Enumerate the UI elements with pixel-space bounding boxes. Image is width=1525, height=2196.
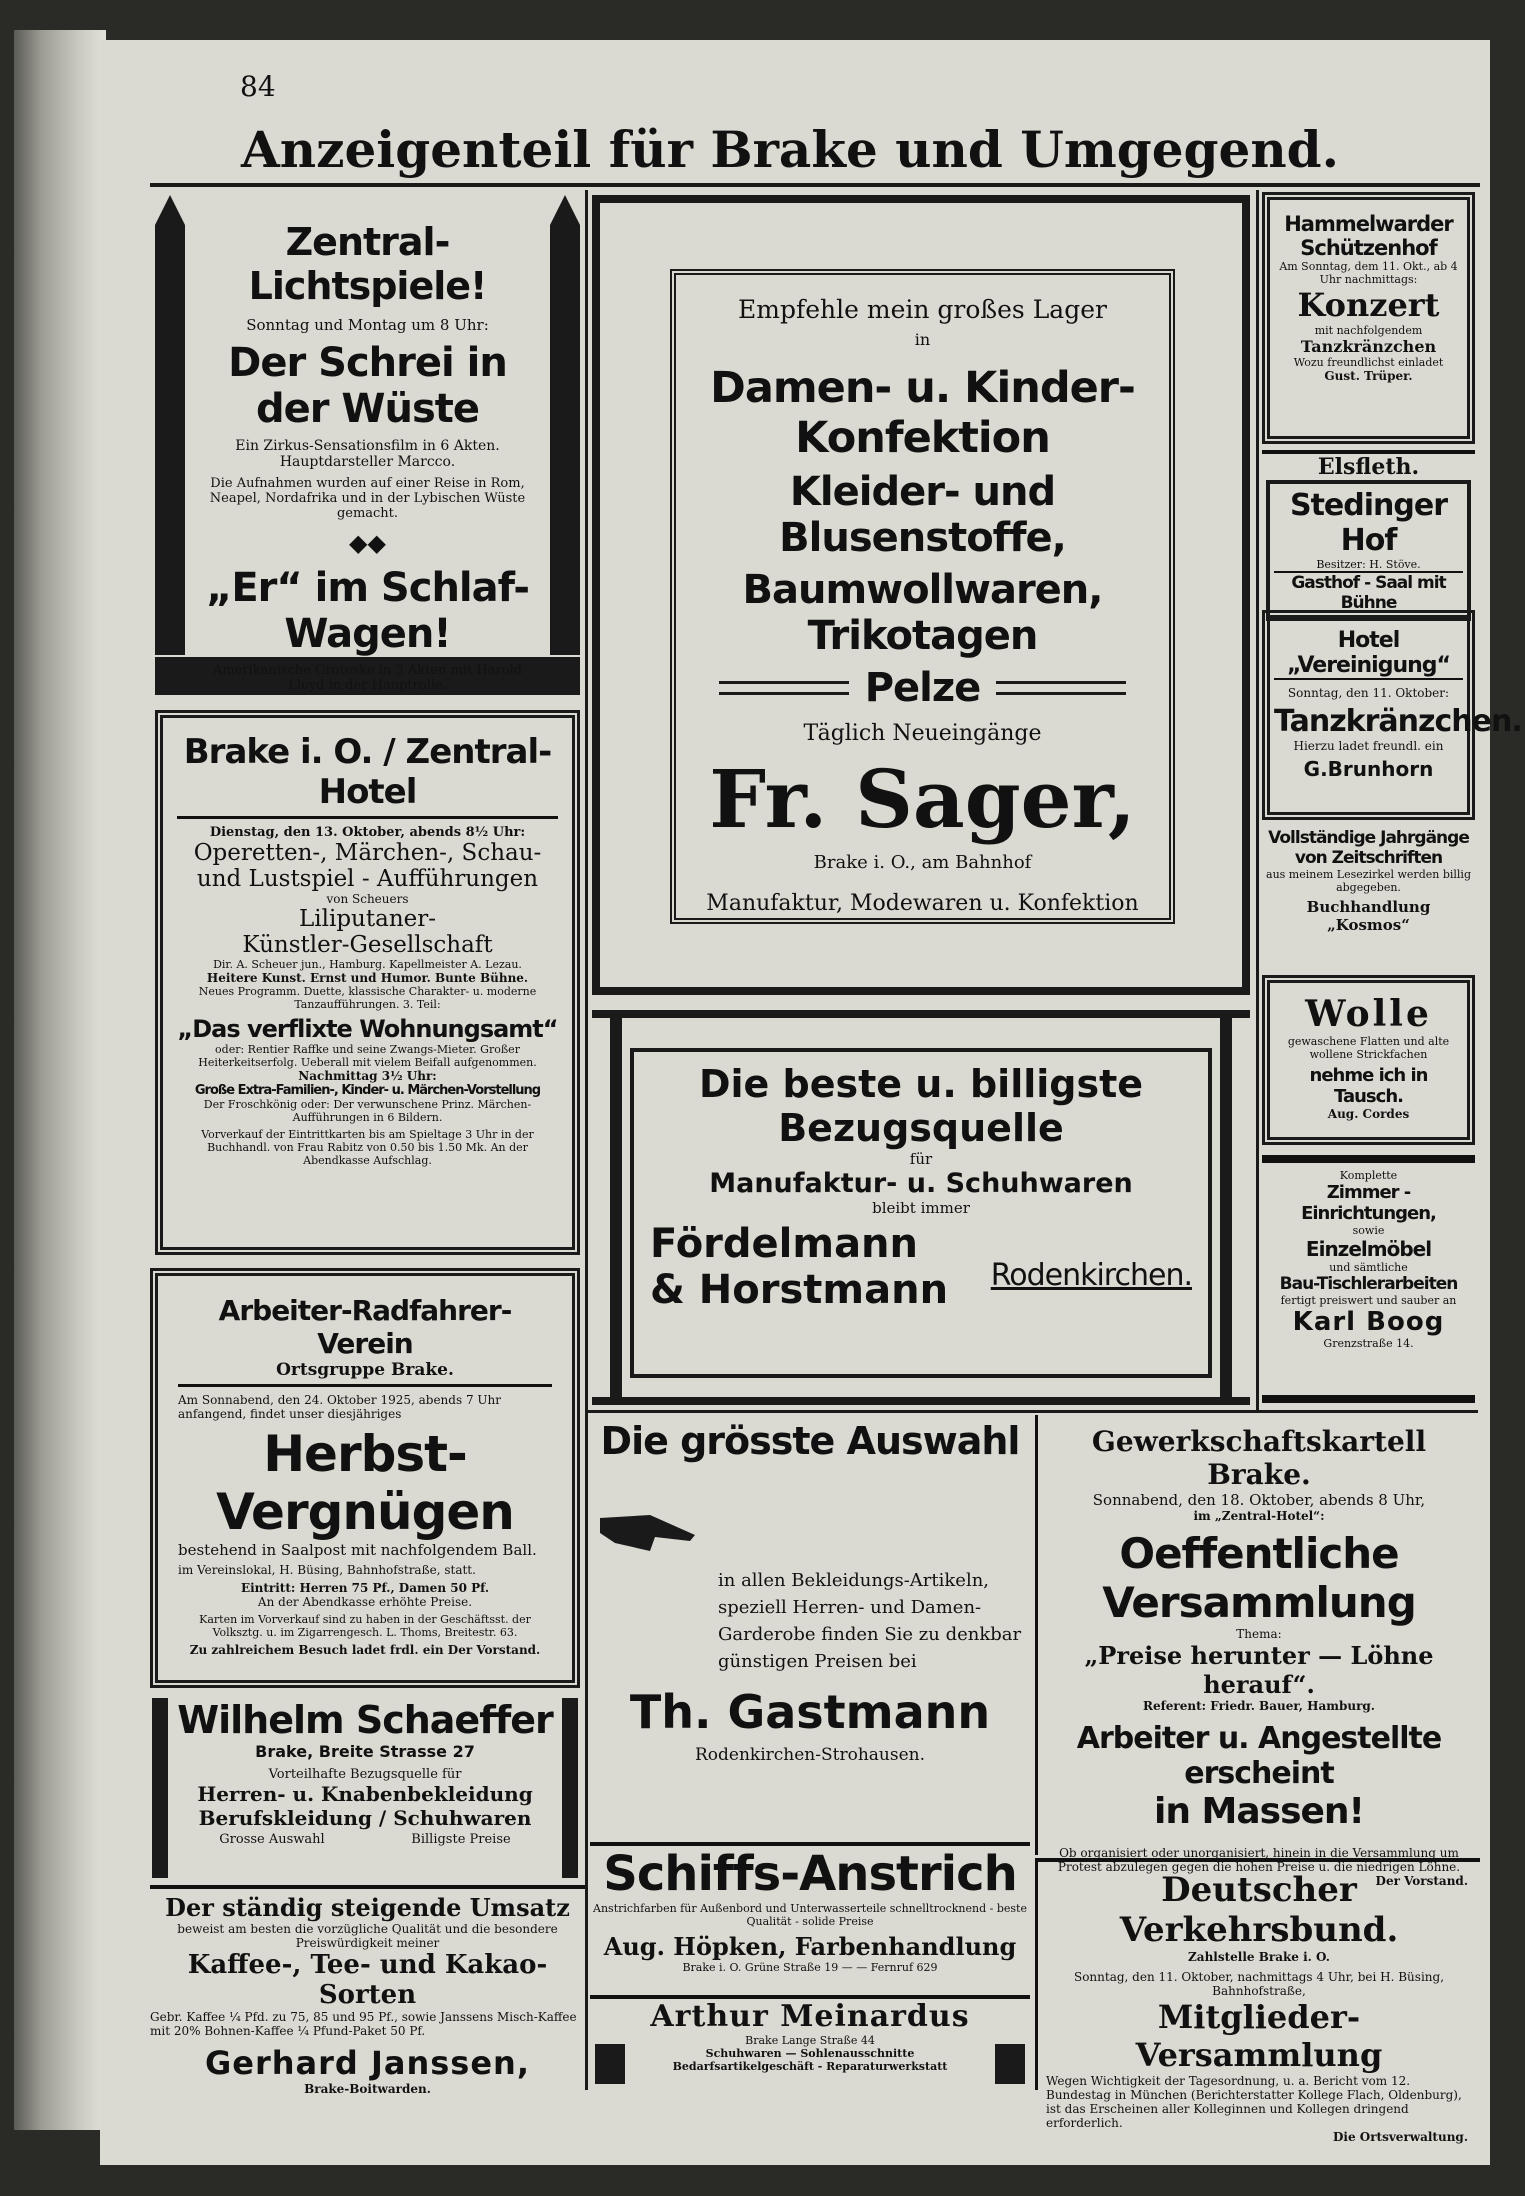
ad-line: Baumwollwaren, Trikotagen (742, 567, 1103, 659)
ad-title: Schiffs-Anstrich (603, 1846, 1017, 1902)
ad-line: Täglich Neueingänge (803, 721, 1042, 746)
shop-name: Aug. Höpken, Farbenhandlung (603, 1932, 1017, 1961)
ad-zentral-hotel (155, 710, 580, 1255)
shop-address: Brake, Breite Strasse 27 (255, 1742, 475, 1761)
ad-line: Pelze (864, 665, 981, 711)
shop-type: Buchhandlung (1306, 898, 1431, 916)
ad-date: Am Sonntag, dem 11. Okt., ab 4 Uhr nachmittags: (1279, 260, 1458, 286)
ad-sign: Der Vorstand. (1375, 1874, 1468, 1888)
ad-note-left: Grosse Auswahl (219, 1832, 325, 1847)
shop-address: Grenzstraße 14. (1323, 1337, 1414, 1350)
event-invite: Zu zahlreichem Besuch ladet frdl. ein Der Vorstand. (189, 1643, 541, 1657)
side-block-left (595, 2044, 625, 2084)
ad-title: Deutscher Verkehrsbund. (1119, 1870, 1399, 1950)
ad-stedinger-hof (1262, 450, 1475, 613)
ad-text: Anstrichfarben für Außenbord und Unterwasserteile schnelltrocknend - beste Qualität - solide Preise (593, 1902, 1027, 1928)
shop-trade: Manufaktur, Modewaren u. Konfektion (706, 891, 1139, 916)
ad-title: Vollständige Jahrgänge von Zeitschriften (1268, 828, 1469, 868)
ad-line: und Lustspiel - Aufführungen (196, 866, 539, 892)
page-headline: Anzeigenteil für Brake und Umgegend. (240, 120, 1340, 179)
play-description: oder: Rentier Raffke und seine Zwangs-Mieter. Großer Heiterkeitserfolg. Ueberall mit vielem Beifall aufgenommen. (198, 1043, 537, 1069)
ad-offer: nehme ich in Tausch. (1309, 1065, 1428, 1107)
shop-name: Th. Gastmann (629, 1685, 991, 1739)
event-title: Herbst-Vergnügen (216, 1425, 514, 1541)
shop-name: & Horstmann (650, 1267, 949, 1313)
shop-name: Aug. Cordes (1327, 1107, 1410, 1121)
ad-line: Künstler-Gesellschaft (242, 932, 493, 958)
ad-title: Gewerkschaftskartell Brake. (1091, 1425, 1427, 1491)
ad-line: und sämtliche (1329, 1261, 1408, 1274)
ad-gerhard-janssen (150, 1885, 585, 2096)
ad-note-right: Billigste Preise (411, 1832, 511, 1847)
ad-line: Kleider- und Blusenstoffe, (779, 469, 1066, 561)
ad-line: Empfehle mein großes Lager (738, 295, 1107, 324)
ad-title: Die grösste Auswahl (600, 1419, 1020, 1463)
film-note: Die Aufnahmen wurden auf einer Reise in Rom, Neapel, Nordafrika und in der Lybischen Wüste gemacht. (209, 476, 526, 521)
shop-name: Gerhard Janssen, (205, 2044, 530, 2082)
ad-subtitle: Zahlstelle Brake i. O. (1188, 1950, 1330, 1964)
ad-title: Hotel „Vereinigung“ (1274, 628, 1463, 680)
event-title: Tanzkränzchen. (1274, 704, 1522, 739)
ad-hammelwarder (1262, 192, 1475, 444)
ad-line: Operetten-, Märchen-, Schau- (193, 840, 542, 866)
event-title: Mitglieder-Versammlung (1135, 1998, 1383, 2074)
decor-line (719, 681, 849, 695)
ad-topic: „Preise herunter — Löhne herauf“. (1084, 1641, 1434, 1699)
ad-call: in Massen! (1154, 1791, 1364, 1832)
ad-sign: Die Ortsverwaltung. (1332, 2130, 1468, 2144)
ad-zentral-lichtspiele (155, 195, 580, 695)
ad-thema: Thema: (1236, 1627, 1282, 1641)
side-block-right (995, 2044, 1025, 2084)
ad-hotel-vereinigung (1262, 610, 1522, 820)
page-number: 84 (240, 70, 276, 103)
ad-line: Bau-Tischlerarbeiten (1279, 1274, 1458, 1294)
ad-text: in allen Bekleidungs-Artikeln, speziell Herren- und Damen-Garderobe finden Sie zu denkbar günstigen Preisen bei (718, 1570, 1022, 1672)
ad-line: Damen- u. Kinder-Konfektion (710, 363, 1135, 463)
ad-speaker: Referent: Friedr. Bauer, Hamburg. (1143, 1699, 1375, 1713)
ad-venue: im „Zentral-Hotel“: (1193, 1509, 1325, 1523)
ad-kosmos (1262, 828, 1475, 968)
ad-inner-frame (670, 269, 1175, 924)
ad-line: sowie (1352, 1224, 1385, 1237)
headline-rule (150, 183, 1480, 187)
event-title: Oeffentliche Versammlung (1102, 1529, 1416, 1627)
shop-place: Rodenkirchen-Strohausen. (694, 1745, 926, 1765)
ad-th-gastmann (590, 1415, 1030, 1840)
ad-date: Am Sonnabend, den 24. Oktober 1925, abends 7 Uhr anfangend, findet unser diesjähriges (178, 1393, 501, 1421)
ad-date: Sonnabend, den 18. Oktober, abends 8 Uhr, (1092, 1491, 1426, 1509)
ad-wilhelm-schaeffer (150, 1698, 580, 1883)
ad-line: Einzelmöbel (1305, 1237, 1432, 1261)
ad-arthur-meinardus (590, 1995, 1030, 2090)
ad-text: gewaschene Flatten und alte wollene Strickfachen (1287, 1035, 1450, 1061)
ad-line: bleibt immer (872, 1199, 970, 1217)
frame-post-right (1220, 1018, 1232, 1398)
ad-title: Stedinger Hof (1289, 488, 1448, 558)
ad-program: Neues Programm. Duette, klassische Charakter- u. moderne Tanzaufführungen. 3. Teil: (198, 985, 537, 1011)
ad-line: Zimmer - Einrichtungen, (1301, 1182, 1436, 1224)
product-line: Kaffee-, Tee- und Kakao-Sorten (187, 1950, 548, 2010)
side-bar-left (152, 1698, 168, 1878)
ad-text: Wegen Wichtigkeit der Tagesordnung, u. a. Bericht vom 12. Bundestag in München (Berichterstatter Kollege Flach, Oldenburg), ist das Erscheinen aller Kolleginnen und Kollegen dringend erforderlich. (1046, 2074, 1462, 2130)
ad-line: Liliputaner- (298, 906, 437, 932)
ad-line: Die beste u. billigste (698, 1062, 1144, 1106)
frame-post-left (610, 1018, 622, 1398)
ad-date: Sonntag, den 11. Oktober, nachmittags 4 Uhr, bei H. Büsing, Bahnhofstraße, (1073, 1970, 1445, 1998)
ad-title: Zentral-Lichtspiele! (248, 220, 487, 308)
column-rule (585, 190, 588, 2090)
decor-line (996, 681, 1126, 695)
section-rule (588, 1410, 1478, 1413)
ad-title: Brake i. O. / Zentral-Hotel (177, 732, 558, 819)
ad-invite: Hierzu ladet freundl. ein (1293, 739, 1444, 753)
ad-radfahrer-verein (150, 1268, 580, 1688)
ad-line: für (909, 1150, 933, 1168)
ad-date: Dienstag, den 13. Oktober, abends 8½ Uhr: (209, 825, 526, 840)
shop-name: G.Brunhorn (1303, 757, 1434, 781)
ad-inner-frame (630, 1048, 1212, 1378)
ad-date: Sonntag und Montag um 8 Uhr: (246, 316, 489, 334)
pencil-ornament-right (550, 225, 580, 655)
event-entry2: An der Abendkasse erhöhte Preise. (257, 1595, 473, 1609)
diamond-ornament: ◆◆ (349, 529, 386, 557)
ad-fairy: Der Froschkönig oder: Der verwunschene Prinz. Märchen-Aufführungen in 6 Bildern. (203, 1098, 532, 1124)
ad-verkehrsbund (1035, 1858, 1480, 2144)
event-entry: Eintritt: Herren 75 Pf., Damen 50 Pf. (240, 1581, 490, 1595)
shop-name: Arthur Meinardus (650, 1999, 970, 2034)
ad-karl-boog (1262, 1155, 1475, 1403)
shop-place: Brake i. O., am Bahnhof (813, 852, 1032, 873)
film-description: Amerikanische Groteske in 3 Akten mit Harold Lloyd in der Hauptrolle. (212, 663, 522, 693)
shop-name: Karl Boog (1292, 1307, 1445, 1337)
ad-foerdelmann-horstmann (592, 1010, 1250, 1405)
film-title: „Er“ im Schlaf-Wagen! (206, 565, 529, 657)
play-title: „Das verflixte Wohnungsamt“ (177, 1015, 558, 1043)
ad-text: Ob organisiert oder unorganisiert, hinein in die Versammlung um Protest abzulegen gegen die hohen Preise u. die niedrigen Löhne. (1057, 1846, 1461, 1874)
ad-line: fertigt preiswert und sauber an (1280, 1294, 1457, 1307)
ad-presale: Vorverkauf der Eintrittkarten bis am Spieltage 3 Uhr in der Buchhandl. von Frau Rabitz von 0.50 bis 1.50 Mk. An der Abendkasse Aufschlag. (201, 1128, 534, 1167)
ad-title: Der ständig steigende Umsatz (165, 1893, 570, 1922)
shop-name: Fr. Sager, (709, 752, 1136, 846)
ad-aug-hoepken (590, 1842, 1030, 1992)
event-tickets: Karten im Vorverkauf sind zu haben in der Geschäftsst. der Volksztg. u. im Zigarrengesch. L. Thoms, Breitestr. 63. (199, 1613, 531, 1639)
ad-family: Große Extra-Familien-, Kinder- u. Märchen-Vorstellung (194, 1083, 541, 1098)
shop-name: Wilhelm Schaeffer (177, 1698, 553, 1742)
shop-place: Rodenkirchen. (990, 1258, 1192, 1293)
book-spine (14, 30, 106, 2130)
shop-address: Brake Lange Straße 44 (745, 2034, 875, 2047)
shop-address: Brake i. O. Grüne Straße 19 — — Fernruf 629 (682, 1961, 938, 1974)
shop-place: Brake-Boitwarden. (304, 2082, 431, 2096)
pointing-hand-icon (590, 1503, 710, 1567)
ad-text: beweist am besten die vorzügliche Qualität und die besondere Preiswürdigkeit meiner (177, 1922, 558, 1950)
event-venue: im Vereinslokal, H. Büsing, Bahnhofstraße, statt. (178, 1563, 476, 1577)
shop-name: Fördelmann (650, 1221, 919, 1267)
ad-text: aus meinem Lesezirkel werden billig abgegeben. (1266, 868, 1471, 894)
column-rule (1256, 190, 1259, 1410)
shop-goods: Schuhwaren — Sohlenausschnitte Bedarfsartikelgeschäft - Reparaturwerkstatt (672, 2047, 948, 2073)
ad-staff: Dir. A. Scheuer jun., Hamburg. Kapellmeister A. Lezau. (213, 958, 522, 971)
ad-invite: Wozu freundlichst einladet (1293, 356, 1444, 369)
event-title: Konzert (1297, 286, 1440, 324)
ad-line: Berufskleidung / Schuhwaren (198, 1806, 532, 1830)
ad-hall: Gasthof - Saal mit Bühne (1274, 571, 1463, 613)
ad-town: Elsfleth. (1262, 450, 1475, 480)
ad-call: Arbeiter u. Angestellte erscheint (1076, 1721, 1442, 1791)
ad-line: Herren- u. Knabenbekleidung (197, 1782, 533, 1806)
shop-name: „Kosmos“ (1327, 916, 1410, 934)
price-list: Gebr. Kaffee ¼ Pfd. zu 75, 85 und 95 Pf., sowie Janssens Misch-Kaffee mit 20% Bohnen-Kaffee ¼ Pfund-Paket 50 Pf. (150, 2010, 577, 2038)
film-description: Ein Zirkus-Sensationsfilm in 6 Akten. Hauptdarsteller Marcco. (235, 438, 500, 470)
ad-title: Arbeiter-Radfahrer-Verein (218, 1294, 512, 1360)
side-bar-right (562, 1698, 578, 1878)
ad-line: Vorteilhafte Bezugsquelle für (268, 1767, 462, 1782)
shop-name: Gust. Trüper. (1324, 369, 1413, 383)
ad-afternoon: Nachmittag 3½ Uhr: (298, 1069, 437, 1083)
ad-line: Tanzkränzchen (1300, 337, 1437, 356)
ad-date: Sonntag, den 11. Oktober: (1287, 686, 1450, 700)
ad-title: Wolle (1305, 993, 1432, 1035)
ad-wolle (1262, 975, 1475, 1145)
ad-owner: Besitzer: H. Stöve. (1316, 558, 1421, 571)
ad-line: in (914, 330, 931, 349)
ad-line: mit nachfolgendem (1314, 324, 1423, 337)
ad-line: Komplette (1339, 1169, 1398, 1182)
ad-genres: Heitere Kunst. Ernst und Humor. Bunte Bühne. (206, 971, 529, 985)
ad-subtitle: Ortsgruppe Brake. (178, 1360, 552, 1387)
ad-line: Manufaktur- u. Schuhwaren (709, 1168, 1133, 1199)
ad-gewerkschaftskartell (1035, 1415, 1480, 1888)
ad-fr-sager (592, 195, 1250, 995)
film-title: Der Schrei in der Wüste (228, 340, 507, 432)
ad-title: Hammelwarder Schützenhof (1284, 212, 1453, 260)
pencil-ornament-left (155, 225, 185, 655)
ad-line: Bezugsquelle (778, 1106, 1064, 1150)
event-desc: bestehend in Saalpost mit nachfolgendem Ball. (178, 1541, 537, 1559)
ad-line: von Scheuers (326, 892, 409, 906)
